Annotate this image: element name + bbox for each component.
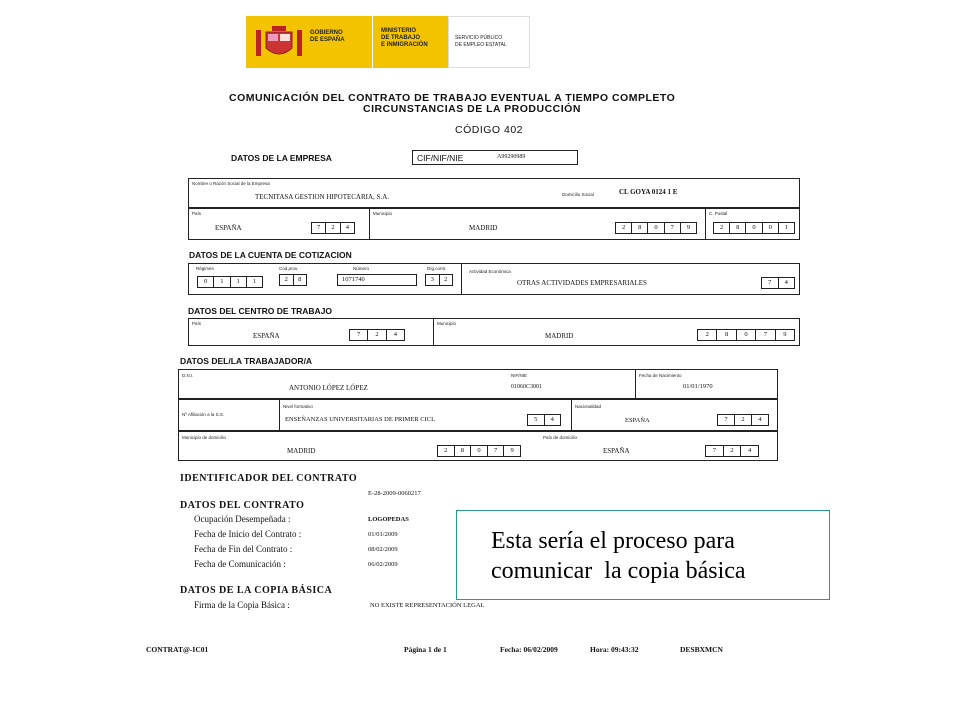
code-cell: 4	[758, 416, 762, 423]
code-cell: 5	[528, 415, 545, 425]
centro-section-title: DATOS DEL CENTRO DE TRABAJO	[188, 306, 333, 316]
footer-user: DESBXMCN	[680, 645, 723, 654]
callout-line-2: comunicar la copia básica	[491, 558, 746, 584]
identificador-section-title: IDENTIFICADOR DEL CONTRATO	[180, 473, 358, 484]
code-cell: 7	[350, 330, 368, 340]
nacimiento-value: 01/01/1970	[683, 383, 713, 390]
trabajador-section-title: DATOS DEL/LA TRABAJADOR/A	[180, 356, 313, 366]
code-cell: 2	[714, 223, 730, 233]
nacionalidad-value: ESPAÑA	[625, 417, 650, 424]
divider	[461, 264, 462, 294]
razon-value: TECNITASA GESTION HIPOTECARIA, S.A.	[255, 193, 389, 201]
document-title: COMUNICACIÓN DEL CONTRATO DE TRABAJO EVENTUAL A TIEMPO COMPLETO	[229, 92, 676, 104]
code-cell: 8	[730, 223, 746, 233]
empresa-municipio-label: Municipio	[373, 211, 393, 216]
identificador-value: E-28-2009-0060217	[368, 490, 421, 497]
numero-field	[337, 274, 417, 286]
trabajador-id-box	[178, 369, 778, 399]
footer-time: Hora: 09:43:32	[590, 645, 639, 654]
code-cell: 2	[724, 446, 742, 456]
code-cell: 0	[737, 330, 756, 340]
empresa-pais-code	[311, 222, 355, 234]
dig-code	[425, 274, 453, 286]
cif-value: A99290989	[497, 154, 526, 160]
prov-code	[279, 274, 307, 286]
code-cell: 2	[326, 223, 340, 233]
code-cell: 2	[444, 276, 448, 283]
nivel-code	[527, 414, 561, 426]
empresa-cp-code	[713, 222, 795, 234]
code-cell: 2	[616, 223, 632, 233]
divider	[433, 319, 434, 345]
afiliacion-label: Nº Afiliación a la S.S.	[182, 412, 225, 417]
regimen-code	[197, 276, 263, 288]
footer-date: Fecha: 06/02/2009	[500, 645, 558, 654]
code-cell: 4	[784, 279, 788, 286]
actividad-value: OTRAS ACTIVIDADES EMPRESARIALES	[517, 279, 647, 287]
ocupacion-value: LOGOPEDAS	[368, 516, 409, 523]
nivel-label: Nivel formativo	[283, 404, 313, 409]
code-cell: 7	[312, 223, 326, 233]
code-cell: 7	[706, 446, 724, 456]
government-logo	[246, 16, 530, 68]
empresa-section-title: DATOS DE LA EMPRESA	[231, 153, 332, 163]
code-cell: 9	[510, 447, 514, 454]
actividad-code	[761, 277, 795, 289]
centro-box	[188, 318, 800, 346]
muni-dom-code	[437, 445, 521, 457]
comunicacion-value: 06/02/2009	[368, 561, 398, 568]
inicio-label: Fecha de Inicio del Contrato :	[194, 529, 302, 539]
code-cell: 9	[686, 224, 691, 231]
code-cell: 7	[665, 223, 681, 233]
firma-value: NO EXISTE REPRESENTACIÓN LEGAL	[370, 602, 485, 609]
fin-label: Fecha de Fin del Contrato :	[194, 544, 293, 554]
document-subtitle: CIRCUNSTANCIAS DE LA PRODUCCIÓN	[363, 103, 581, 115]
sepe-text: SERVICIO PÚBLICO DE EMPLEO ESTATAL	[455, 35, 507, 48]
code-cell: 1	[214, 277, 230, 287]
muni-dom-label: Municipio de domicilio	[182, 435, 227, 440]
empresa-cp-label: C. Postal	[709, 211, 728, 216]
footer-page: Página 1 de 1	[404, 645, 447, 654]
code-cell: 8	[455, 446, 472, 456]
fin-value: 08/02/2009	[368, 546, 398, 553]
gobierno-block	[246, 16, 372, 68]
code-cell: 4	[550, 416, 554, 423]
code-cell: 4	[393, 331, 397, 338]
code-cell: 4	[345, 224, 349, 231]
nif-value: 01060C3001	[511, 384, 543, 390]
cotizacion-section-title: DATOS DE LA CUENTA DE COTIZACION	[189, 250, 352, 260]
regimen-label: Régimen	[196, 266, 215, 271]
code-cell: 8	[298, 276, 302, 283]
trabajador-nombre: ANTONIO LÓPEZ LÓPEZ	[289, 384, 368, 392]
firma-label: Firma de la Copia Básica :	[194, 600, 290, 610]
code-cell: 0	[763, 223, 779, 233]
code-cell: 2	[735, 415, 752, 425]
ministerio-block	[372, 16, 449, 68]
code-cell: 1	[252, 278, 256, 285]
code-cell: 1	[784, 224, 789, 231]
pais-dom-value: ESPAÑA	[603, 447, 630, 455]
inicio-value: 01/01/2009	[368, 531, 398, 538]
domicilio-value: CL GOYA 0124 1 E	[619, 188, 678, 196]
dig-label: Díg.contr.	[427, 266, 447, 271]
code-cell: 2	[438, 446, 455, 456]
nif-label: NIF/NIE	[511, 373, 528, 378]
actividad-label: Actividad Económica	[469, 269, 511, 274]
numero-value: 1071740	[342, 276, 365, 283]
ocupacion-label: Ocupación Desempeñada :	[194, 514, 291, 524]
code-cell: 0	[648, 223, 664, 233]
code-cell: 2	[280, 275, 294, 285]
nacionalidad-code	[717, 414, 769, 426]
razon-label: Nombre o Razón Social de la Empresa	[192, 181, 270, 186]
centro-pais-code	[349, 329, 405, 341]
code-cell: 0	[198, 277, 214, 287]
annotation-callout	[456, 510, 830, 600]
code-cell: 0	[746, 223, 762, 233]
dni-label: D.N.I.	[182, 373, 194, 378]
cif-label: CIF/NIF/NIE	[417, 153, 464, 163]
code-cell: 7	[762, 278, 779, 288]
centro-municipio-code	[697, 329, 795, 341]
callout-text	[491, 526, 746, 586]
empresa-municipio-code	[615, 222, 697, 234]
code-cell: 1	[231, 277, 247, 287]
divider	[705, 209, 706, 239]
centro-municipio-value: MADRID	[545, 332, 574, 340]
trabajador-formacion-box	[178, 399, 778, 431]
divider	[635, 370, 636, 398]
cotizacion-box	[188, 263, 800, 295]
contrato-section-title: DATOS DEL CONTRATO	[180, 500, 305, 511]
nivel-value: ENSEÑANZAS UNIVERSITARIAS DE PRIMER CICL	[285, 416, 436, 423]
empresa-razon-box	[188, 178, 800, 208]
nacionalidad-label: Nacionalidad	[575, 404, 602, 409]
pais-dom-code	[705, 445, 759, 457]
centro-pais-value: ESPAÑA	[253, 332, 280, 340]
code-cell: 8	[717, 330, 736, 340]
pais-dom-label: País de domicilio	[543, 435, 578, 440]
code-cell: 0	[471, 446, 488, 456]
code-cell: 8	[632, 223, 648, 233]
code-cell: 7	[718, 415, 735, 425]
code-cell: 7	[756, 330, 775, 340]
code-cell: 4	[748, 447, 752, 454]
sepe-block	[448, 16, 530, 68]
nacimiento-label: Fecha de Nacimiento	[639, 373, 682, 378]
centro-municipio-label: Municipio	[437, 321, 457, 326]
coat-of-arms-icon	[254, 24, 304, 60]
domicilio-label: Domicilio Social	[562, 192, 594, 197]
muni-dom-value: MADRID	[287, 447, 316, 455]
empresa-pais-label: País	[192, 211, 202, 216]
code-cell: 2	[368, 330, 386, 340]
numero-label: Número	[353, 266, 370, 271]
prov-label: Cód.prov.	[279, 266, 299, 271]
callout-line-1: Esta sería el proceso para	[491, 528, 735, 554]
code-cell: 9	[783, 331, 787, 338]
gobierno-text: GOBIERNO DE ESPAÑA	[310, 30, 345, 43]
divider	[571, 400, 572, 430]
divider	[369, 209, 370, 239]
copia-section-title: DATOS DE LA COPIA BÁSICA	[180, 585, 333, 596]
trabajador-domicilio-box	[178, 431, 778, 461]
code-cell: 3	[426, 275, 440, 285]
comunicacion-label: Fecha de Comunicación :	[194, 559, 286, 569]
empresa-pais-value: ESPAÑA	[215, 224, 242, 232]
empresa-location-box	[188, 208, 800, 240]
divider	[279, 400, 280, 430]
footer-app: CONTRAT@-IC01	[146, 645, 209, 654]
ministerio-text: MINISTERIO DE TRABAJO E INMIGRACIÓN	[381, 28, 428, 48]
code-cell: 2	[698, 330, 717, 340]
document-code: CÓDIGO 402	[455, 124, 524, 136]
cif-field	[412, 150, 578, 165]
code-cell: 7	[488, 446, 505, 456]
empresa-municipio-value: MADRID	[469, 224, 498, 232]
centro-pais-label: País	[192, 321, 202, 326]
